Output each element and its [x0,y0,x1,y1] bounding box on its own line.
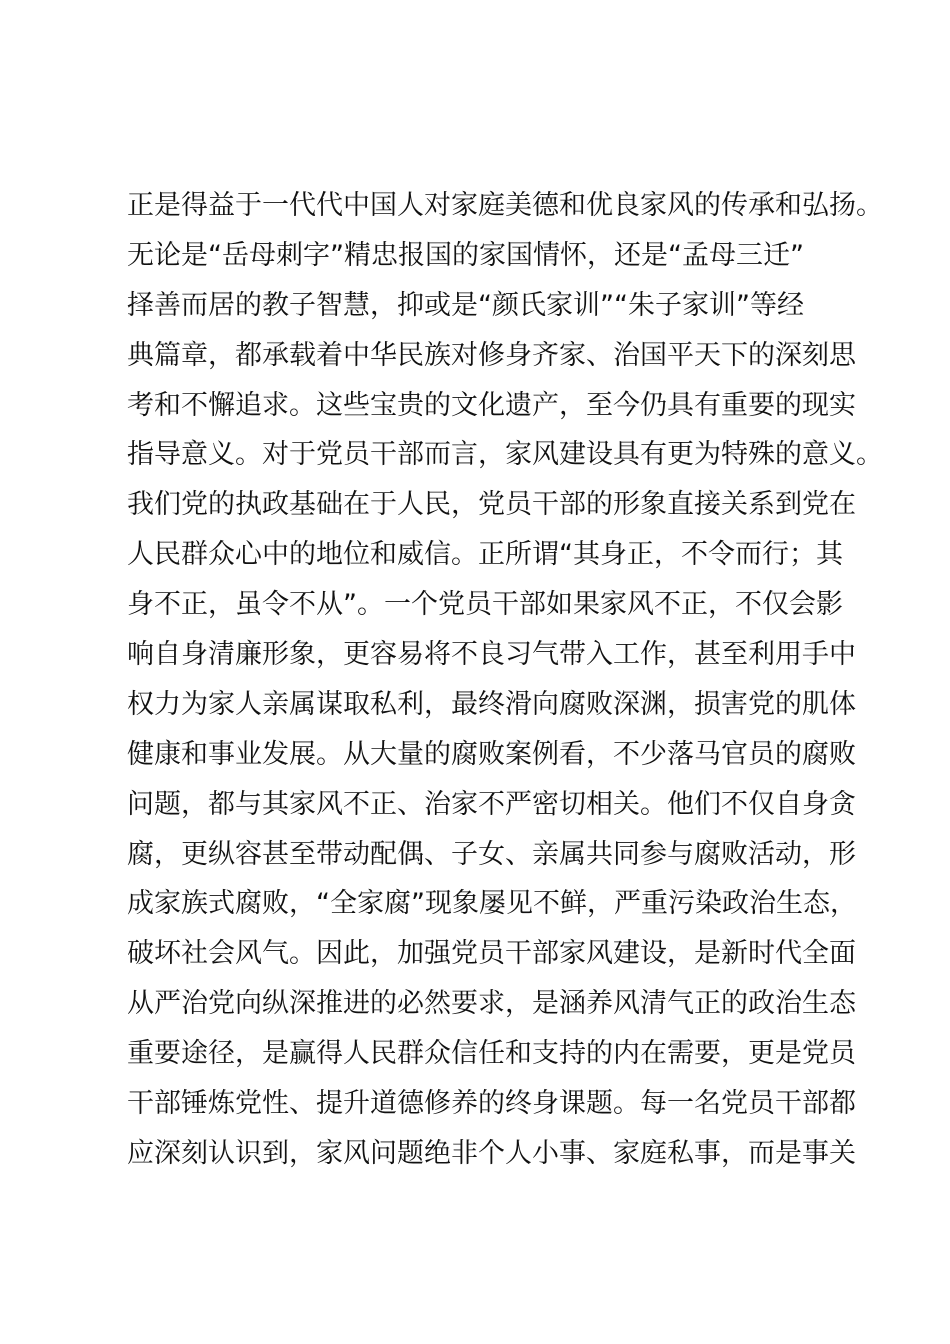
text-line: 腐，更纵容甚至带动配偶、子女、亲属共同参与腐败活动，形 [127,838,856,870]
text-line: 考和不懈追求。这些宝贵的文化遗产，至今仍具有重要的现实 [127,389,856,421]
text-line: 健康和事业发展。从大量的腐败案例看，不少落马官员的腐败 [127,738,856,770]
text-line: 重要途径，是赢得人民群众信任和支持的内在需要，更是党员 [127,1038,856,1070]
text-line: 应深刻认识到，家风问题绝非个人小事、家庭私事，而是事关 [127,1137,856,1169]
text-line: 干部锤炼党性、提升道德修养的终身课题。每一名党员干部都 [127,1088,856,1120]
text-line: 破坏社会风气。因此，加强党员干部家风建设，是新时代全面 [127,938,856,970]
text-line: 身不正，虽令不从”。一个党员干部如果家风不正，不仅会影 [127,589,843,621]
text-line: 成家族式腐败，“全家腐”现象屡见不鲜，严重污染政治生态， [127,888,857,920]
text-line: 无论是“岳母刺字”精忠报国的家国情怀，还是“孟母三迁” [127,239,804,271]
text-line: 从严治党向纵深推进的必然要求，是涵养风清气正的政治生态 [127,988,856,1020]
body-text [127,181,883,1179]
text-line: 人民群众心中的地位和威信。正所谓“其身正，不令而行；其 [127,539,843,571]
text-line: 正是得益于一代代中国人对家庭美德和优良家风的传承和弘扬。 [127,190,883,221]
text-line: 响自身清廉形象，更容易将不良习气带入工作，甚至利用手中 [127,639,856,671]
text-line: 权力为家人亲属谋取私利，最终滑向腐败深渊，损害党的肌体 [127,688,856,720]
text-line: 择善而居的教子智慧，抑或是“颜氏家训”“朱子家训”等经 [127,289,804,321]
text-line: 问题，都与其家风不正、治家不严密切相关。他们不仅自身贪 [127,788,856,820]
text-line: 典篇章，都承载着中华民族对修身齐家、治国平天下的深刻思 [127,339,856,371]
text-line: 指导意义。对于党员干部而言，家风建设具有更为特殊的意义。 [127,439,883,471]
text-line: 我们党的执政基础在于人民，党员干部的形象直接关系到党在 [127,489,856,521]
